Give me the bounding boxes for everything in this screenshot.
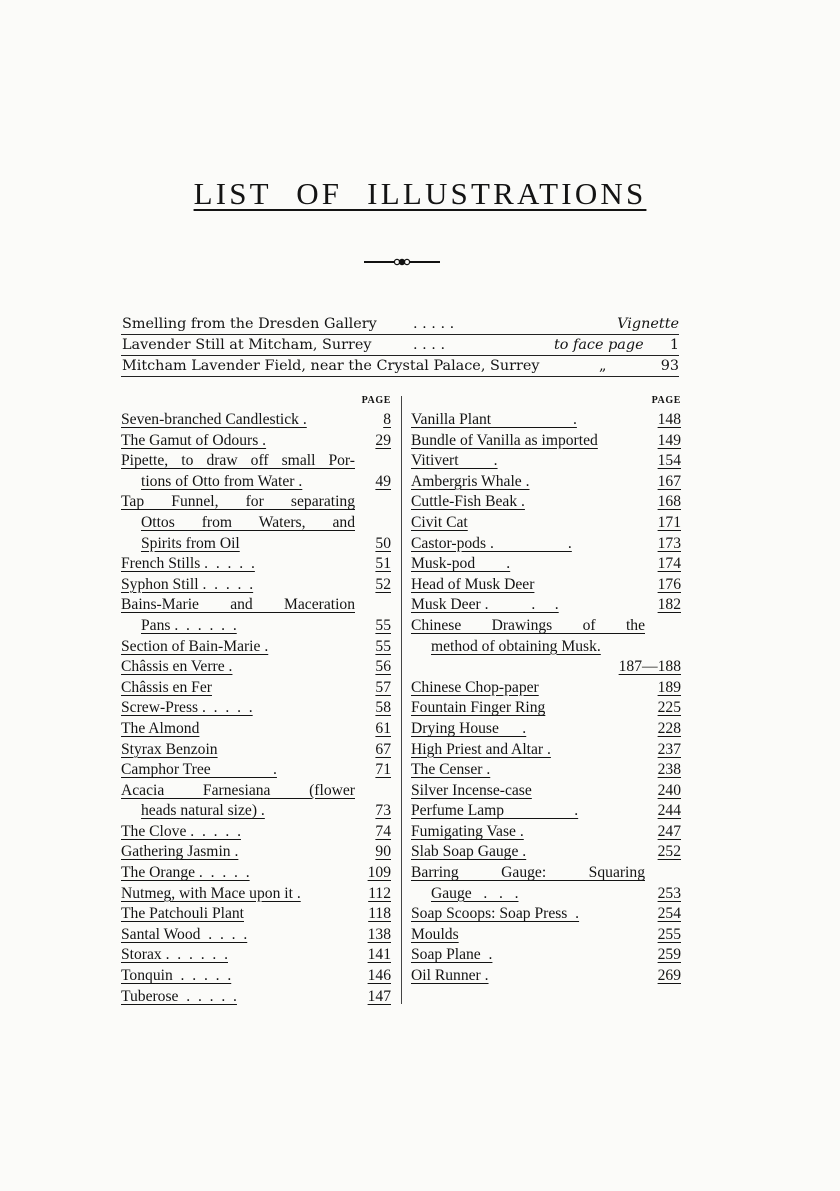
entry-title (121, 492, 355, 554)
entry-title-line: heads natural size) . (141, 802, 265, 820)
entry-page: 112 (368, 884, 391, 902)
entry-label: Lavender Still at Mitcham, Surrey (122, 337, 372, 353)
entry-page: 154 (657, 452, 681, 470)
entry-title (411, 801, 645, 822)
entry-page: 51 (375, 555, 391, 573)
list-item (411, 801, 681, 822)
entry-title (411, 431, 645, 452)
list-item (121, 925, 391, 946)
entry-title (411, 719, 645, 740)
entry-title-line: Barring Gauge: Squaring (411, 864, 645, 882)
entry-page: 237 (657, 740, 681, 758)
entry-title-line: Camphor Tree . (121, 761, 277, 779)
ornament-rule-icon (364, 256, 440, 268)
entry-title (411, 513, 645, 534)
entry-title-line: Section of Bain-Marie . (121, 637, 269, 655)
entry-title-line: Gauge . . . (431, 884, 519, 902)
entry-page: 109 (367, 864, 391, 882)
list-item (121, 760, 391, 781)
left-column (121, 392, 391, 1007)
page-title (0, 176, 840, 212)
entry-page: 50 (375, 534, 391, 552)
list-item (411, 534, 681, 555)
list-item (121, 945, 391, 966)
list-item (121, 678, 391, 699)
entry-title-line: Syphon Still . . . . . (121, 575, 254, 593)
entry-title-line: Perfume Lamp . (411, 802, 579, 820)
entry-title (121, 595, 355, 636)
entry-page: 52 (375, 575, 391, 593)
list-item (121, 657, 391, 678)
entry-title-line: Drying House . (411, 719, 527, 737)
list-item (121, 842, 391, 863)
entry-page: 255 (657, 925, 681, 943)
page-column-header: PAGE (361, 395, 391, 406)
entry-title-line: Châssis en Verre . (121, 658, 233, 676)
list-item (411, 925, 681, 946)
list-item (121, 492, 391, 554)
entry-page: 254 (657, 905, 681, 923)
list-item (411, 760, 681, 781)
entry-title-line: tions of Otto from Water . (141, 472, 303, 490)
entry-page: 57 (375, 678, 391, 696)
list-item (411, 492, 681, 513)
entry-title (121, 575, 355, 596)
list-item (411, 822, 681, 843)
list-item (411, 945, 681, 966)
list-item (411, 904, 681, 925)
entry-title (121, 431, 355, 452)
entry-title-line: Styrax Benzoin (121, 740, 218, 758)
right-column (411, 392, 681, 987)
entry-title (121, 884, 355, 905)
entry-title (121, 904, 355, 925)
entry-page: 168 (657, 493, 681, 511)
entry-page: 174 (657, 555, 681, 573)
entry-page: 55 (375, 616, 391, 634)
top-entries (121, 314, 679, 377)
entry-title (411, 575, 645, 596)
entry-title (411, 966, 645, 987)
entry-title-line: Chinese Chop-paper (411, 678, 539, 696)
entry-title (411, 595, 645, 616)
entry-page: 71 (375, 761, 391, 779)
list-item (121, 698, 391, 719)
entry-title-line: The Censer . (411, 761, 491, 779)
entry-page: 182 (657, 596, 681, 614)
entry-title (411, 451, 645, 472)
entry-page: 93 (660, 358, 679, 374)
entry-title-line: Spirits from Oil (141, 534, 240, 552)
entry-page: 189 (657, 678, 681, 696)
list-item (411, 472, 681, 493)
list-item (121, 431, 391, 452)
entry-title (121, 760, 355, 781)
entry-title (121, 842, 355, 863)
entry-page: 269 (657, 967, 681, 985)
entry-page: 253 (657, 884, 681, 902)
entry-page: 147 (367, 987, 391, 1005)
entry-page: 259 (657, 946, 681, 964)
entry-title (411, 534, 645, 555)
entry-title-line: Châssis en Fer (121, 678, 212, 696)
entry-title-line: The Almond (121, 719, 200, 737)
entry-page: 73 (375, 802, 391, 820)
list-item (121, 595, 391, 636)
entry-prefix: „ (599, 358, 607, 374)
entry-page: 252 (657, 843, 681, 861)
entry-title-line: Fountain Finger Ring (411, 699, 546, 717)
entry-title-line: Soap Plane . (411, 946, 493, 964)
entry-title-line: Seven-branched Candlestick . (121, 411, 307, 428)
entry-title (121, 554, 355, 575)
entry-title-line: Pipette, to draw off small Por- (121, 452, 355, 470)
entry-title-line: Pans . . . . . . (141, 616, 237, 634)
entry-title (121, 657, 355, 678)
list-item (121, 781, 391, 822)
entry-page: 56 (375, 658, 391, 676)
entry-page: 187—188 (618, 658, 681, 676)
entry-title (121, 925, 355, 946)
list-item (411, 513, 681, 534)
entry-title (121, 719, 355, 740)
entry-label: Smelling from the Dresden Gallery (122, 316, 377, 332)
entry-title (121, 740, 355, 761)
list-item (411, 616, 681, 678)
top-entry (121, 356, 679, 377)
entry-title (411, 842, 645, 863)
entry-title (121, 863, 355, 884)
entry-page: 138 (367, 925, 391, 943)
entry-title (121, 966, 355, 987)
entry-title-line: Gathering Jasmin . (121, 843, 239, 861)
entry-title-line: Tap Funnel, for separating (121, 493, 355, 511)
top-entry (121, 314, 679, 335)
entry-title (411, 945, 645, 966)
entry-title (411, 822, 645, 843)
entry-page: 74 (375, 822, 391, 840)
list-item (411, 698, 681, 719)
entry-leaders: . . . . (413, 337, 446, 353)
entry-title-line: Soap Scoops: Soap Press . (411, 905, 580, 923)
entry-page: Vignette (617, 316, 679, 332)
list-item (411, 863, 681, 904)
entry-page: 67 (375, 740, 391, 758)
entry-title (411, 925, 645, 946)
entry-page: 118 (368, 905, 391, 923)
list-item (121, 904, 391, 925)
entry-title-line: Vitivert . (411, 452, 498, 470)
entry-title-line: Santal Wood . . . . (121, 925, 248, 943)
entry-title-line: The Orange . . . . . (121, 864, 250, 882)
entry-page: 171 (657, 513, 681, 531)
list-item (121, 554, 391, 575)
entry-page: 225 (657, 699, 681, 717)
entry-title-line: French Stills . . . . . (121, 555, 255, 573)
list-item (411, 719, 681, 740)
entry-title (121, 698, 355, 719)
entry-title-line: Musk-pod . (411, 555, 511, 573)
entry-page: 29 (375, 431, 391, 449)
entry-page: 55 (375, 637, 391, 655)
list-item (121, 410, 391, 431)
entry-title-line: Silver Incense-case (411, 781, 532, 799)
entry-title-line: Moulds (411, 925, 459, 943)
entry-page: 141 (367, 946, 391, 964)
entry-title (411, 616, 645, 657)
entry-title-line: Head of Musk Deer (411, 575, 535, 593)
list-item (411, 410, 681, 431)
entry-page: 176 (657, 575, 681, 593)
list-item (121, 822, 391, 843)
list-item (411, 678, 681, 699)
entry-title-line: method of obtaining Musk. (431, 637, 601, 655)
entry-title (121, 822, 355, 843)
list-item (411, 781, 681, 802)
entry-title (411, 863, 645, 904)
entry-title (411, 904, 645, 925)
entry-title-line: The Clove . . . . . (121, 822, 241, 840)
entry-page: 240 (657, 781, 681, 799)
entry-title-line: The Patchouli Plant (121, 905, 244, 923)
entry-leaders: . . . . . (413, 316, 455, 332)
entry-title (411, 678, 645, 699)
entry-page: 8 (383, 411, 391, 428)
entry-title-line: Castor-pods . . (411, 534, 572, 552)
list-item (411, 575, 681, 596)
entry-title-line: Ambergris Whale . (411, 472, 530, 490)
list-item (411, 431, 681, 452)
list-item (121, 575, 391, 596)
entry-page: 90 (375, 843, 391, 861)
entry-page: 247 (657, 822, 681, 840)
column-divider (401, 396, 402, 1004)
entry-label: Mitcham Lavender Field, near the Crystal Palace, Surrey (122, 358, 540, 374)
page-column-header: PAGE (651, 395, 681, 406)
entry-title (121, 410, 355, 431)
entry-title (411, 781, 645, 802)
entry-title-line: The Gamut of Odours . (121, 431, 267, 449)
entry-title-line: Tonquin . . . . . (121, 967, 232, 985)
entry-title-line: Cuttle-Fish Beak . (411, 493, 525, 511)
page-title-text: LIST OF ILLUSTRATIONS (193, 176, 647, 211)
entry-title (121, 781, 355, 822)
list-item (411, 595, 681, 616)
entry-title-line: Fumigating Vase . (411, 822, 524, 840)
entry-page: 148 (657, 411, 681, 428)
list-item (411, 842, 681, 863)
entry-title (121, 637, 355, 658)
entry-page: 238 (657, 761, 681, 779)
entry-page: 61 (375, 719, 391, 737)
entry-title (121, 678, 355, 699)
entry-title (411, 740, 645, 761)
entry-title-line: Tuberose . . . . . (121, 987, 237, 1005)
entry-title-line: High Priest and Altar . (411, 740, 551, 758)
entry-page: 58 (375, 699, 391, 717)
list-item (121, 637, 391, 658)
entry-title (411, 554, 645, 575)
entry-prefix: to face page (554, 337, 644, 353)
entry-title-line: Bains-Marie and Maceration (121, 596, 355, 614)
list-item (411, 451, 681, 472)
entry-title (411, 698, 645, 719)
list-item (121, 966, 391, 987)
entry-title-line: Bundle of Vanilla as imported (411, 431, 598, 449)
entry-title (121, 987, 355, 1008)
list-item (121, 863, 391, 884)
entry-title-line: Screw-Press . . . . . (121, 699, 253, 717)
entry-page: 173 (657, 534, 681, 552)
entry-title-line: Slab Soap Gauge . (411, 843, 527, 861)
top-entry (121, 335, 679, 356)
entry-title-line: Ottos from Waters, and (141, 513, 355, 531)
list-item (411, 740, 681, 761)
entry-page: 149 (657, 431, 681, 449)
entry-title-line: Vanilla Plant . (411, 411, 577, 428)
entry-page: 228 (657, 719, 681, 737)
list-item (411, 554, 681, 575)
entry-title-line: Civit Cat (411, 513, 468, 531)
entry-page: 167 (657, 472, 681, 490)
entry-title (411, 410, 645, 431)
entry-title-line: Storax . . . . . . (121, 946, 228, 964)
entry-title-line: Acacia Farnesiana (flower (121, 781, 355, 799)
entry-page: 244 (657, 802, 681, 820)
list-item (411, 966, 681, 987)
entry-title-line: Oil Runner . (411, 967, 489, 985)
entry-title (121, 451, 355, 492)
entry-page: 49 (375, 472, 391, 490)
entry-title (121, 945, 355, 966)
entry-title-line: Chinese Drawings of the (411, 616, 645, 634)
entry-title (411, 760, 645, 781)
entry-title-line: Musk Deer . . . (411, 596, 559, 614)
list-item (121, 884, 391, 905)
entry-page: 146 (367, 967, 391, 985)
list-item (121, 451, 391, 492)
list-item (121, 987, 391, 1008)
entry-title-line: Nutmeg, with Mace upon it . (121, 884, 301, 902)
entry-title (411, 492, 645, 513)
entry-title (411, 472, 645, 493)
list-item (121, 719, 391, 740)
list-item (121, 740, 391, 761)
entry-page: 1 (669, 337, 679, 353)
